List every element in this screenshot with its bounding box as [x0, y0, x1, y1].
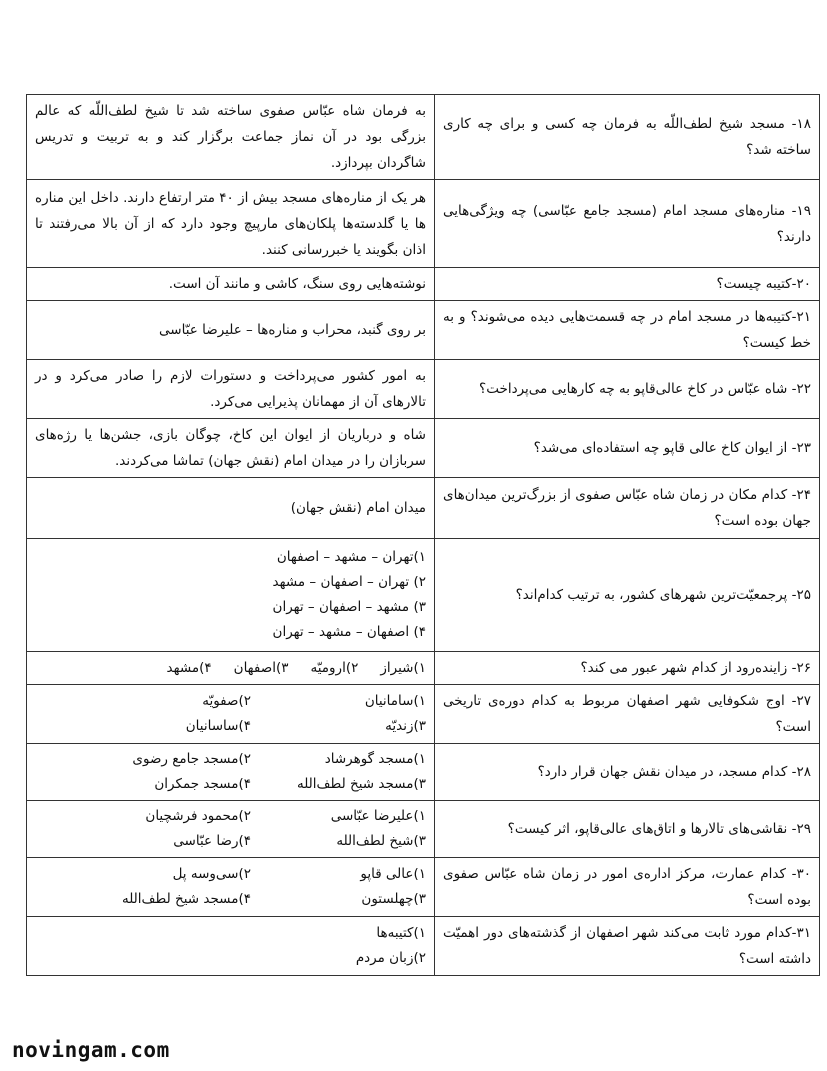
table-row [27, 917, 820, 976]
question-cell: ۲۰-کتیبه چیست؟ [435, 268, 820, 301]
options-cell [27, 652, 435, 685]
option-1: ۱)مسجد گوهرشاد [324, 751, 426, 767]
option-2: ۲)ارومیّه [310, 660, 359, 676]
option-1: ۱)کتیبه‌ها [376, 925, 426, 941]
options-cell [27, 917, 435, 976]
table-row [27, 268, 820, 301]
table-row [27, 360, 820, 419]
options-cell [27, 801, 435, 858]
question-cell: ۲۹- نقاشی‌های تالارها و اتاق‌های عالی‌قاپو، اثر کیست؟ [435, 801, 820, 858]
option-3: ۳) مشهد – اصفهان – تهران [272, 599, 426, 615]
table-row [27, 95, 820, 180]
table-row [27, 652, 820, 685]
option-3: ۳)مسجد شیخ لطف‌الله [296, 776, 426, 792]
question-cell: ۲۷- اوج شکوفایی شهر اصفهان مربوط به کدام دوره‌ی تاریخی است؟ [435, 685, 820, 744]
table-row [27, 858, 820, 917]
option-1: ۱)تهران – مشهد – اصفهان [276, 549, 426, 565]
options-cell [27, 858, 435, 917]
option-1: ۱)شیراز [380, 660, 426, 676]
site-watermark: novingam.com [12, 1038, 170, 1062]
table-row [27, 478, 820, 539]
answer-cell: میدان امام (نقش جهان) [27, 478, 435, 539]
option-4: ۴)مشهد [166, 660, 212, 676]
question-cell: ۲۴- کدام مکان در زمان شاه عبّاس صفوی از بزرگ‌ترین میدان‌های جهان بوده است؟ [435, 478, 820, 539]
question-cell: ۱۸- مسجد شیخ لطف‌اللّه به فرمان چه کسی و برای چه کاری ساخته شد؟ [435, 95, 820, 180]
option-2: ۲)صفویّه [202, 693, 251, 709]
option-1: ۱)سامانیان [364, 693, 426, 709]
options-cell [27, 685, 435, 744]
option-3: ۳)زندیّه [385, 718, 426, 734]
options-grid [35, 747, 426, 797]
options-grid [35, 689, 426, 739]
table-row [27, 685, 820, 744]
option-4: ۴) اصفهان – مشهد – تهران [272, 624, 426, 640]
question-answer-table [26, 94, 820, 976]
table-row [27, 539, 820, 652]
option-3: ۳)شیخ لطف‌الله [336, 833, 426, 849]
answer-cell: شاه و درباریان از ایوان این کاخ، چوگان بازی، جشن‌ها یا رژه‌های سربازان را در میدان امام (نقش جهان) تماشا می‌کردند. [27, 419, 435, 478]
option-2: ۲)مسجد جامع رضوی [132, 751, 251, 767]
question-cell: ۳۰- کدام عمارت، مرکز اداره‌ی امور در زمان شاه عبّاس صفوی بوده است؟ [435, 858, 820, 917]
option-2: ۲) تهران – اصفهان – مشهد [272, 574, 426, 590]
option-1: ۱)عالی قاپو [360, 866, 426, 882]
inline-options [35, 655, 426, 681]
option-2: ۲)زبان مردم [355, 950, 426, 966]
option-1: ۱)علیرضا عبّاسی [330, 808, 426, 824]
option-2: ۲)سی‌وسه پل [172, 866, 251, 882]
option-4: ۴)رضا عبّاسی [173, 833, 251, 849]
answer-cell: بر روی گنبد، محراب و منار‌ه‌ها – علیرضا عبّاسی [27, 301, 435, 360]
question-cell: ۲۲- شاه عبّاس در کاخ عالی‌قاپو به چه کارهایی می‌پرداخت؟ [435, 360, 820, 419]
answer-cell: هر یک از منار‌ه‌های مسجد بیش از ۴۰ متر ارتفاع دارند. داخل این مناره ها یا گلدسته‌ها پلکان‌های مارپیچ وجود دارد که از آن بالا می‌رفتند تا اذان بگویند یا خبررسانی کنند. [27, 180, 435, 268]
table-row [27, 419, 820, 478]
question-cell: ۳۱-کدام مورد ثابت می‌کند شهر اصفهان از گذشته‌های دور اهمیّت داشته است؟ [435, 917, 820, 976]
table-row [27, 801, 820, 858]
question-cell: ۲۳- از ایوان کاخ عالی قاپو چه استفاده‌ای می‌شد؟ [435, 419, 820, 478]
qa-worksheet [26, 94, 811, 976]
answer-cell: به امور کشور می‌پرداخت و دستورات لازم را صادر می‌کرد و در تالار‌های آن از مهمانان پذیرایی می‌کرد. [27, 360, 435, 419]
table-row [27, 744, 820, 801]
question-cell: ۲۱-کتیبه‌ها در مسجد امام در چه قسمت‌هایی دیده می‌شوند؟ و به خط کیست؟ [435, 301, 820, 360]
question-cell: ۱۹- مناره‌های مسجد امام (مسجد جامع عبّاسی) چه ویژگی‌هایی دارند؟ [435, 180, 820, 268]
question-cell: ۲۶- زاینده‌رود از کدام شهر عبور می کند؟ [435, 652, 820, 685]
option-3: ۳)اصفهان [233, 660, 289, 676]
options-grid [35, 862, 426, 912]
option-2: ۲)محمود فرشچیان [145, 808, 251, 824]
answer-cell: نوشته‌هایی روی سنگ، کاشی و مانند آن است. [27, 268, 435, 301]
option-3: ۳)چهلستون [361, 891, 426, 907]
answer-cell: به فرمان شاه عبّاس صفوی ساخته شد تا شیخ لطف‌اللّه که عالم بزرگی بود در آن نماز جماعت برگزار کند و به تربیت و تدریس شاگردان بپردازد. [27, 95, 435, 180]
option-4: ۴)مسجد جمکران [154, 776, 251, 792]
option-4: ۴)مسجد شیخ لطف‌الله [121, 891, 251, 907]
table-row [27, 180, 820, 268]
question-cell: ۲۸- کدام مسجد، در میدان نقش جهان قرار دارد؟ [435, 744, 820, 801]
option-4: ۴)ساسانیان [185, 718, 251, 734]
options-cell [27, 539, 435, 652]
options-cell [27, 744, 435, 801]
table-row [27, 301, 820, 360]
options-grid [35, 804, 426, 854]
question-cell: ۲۵- پرجمعیّت‌ترین شهرهای کشور، به ترتیب کدام‌اند؟ [435, 539, 820, 652]
